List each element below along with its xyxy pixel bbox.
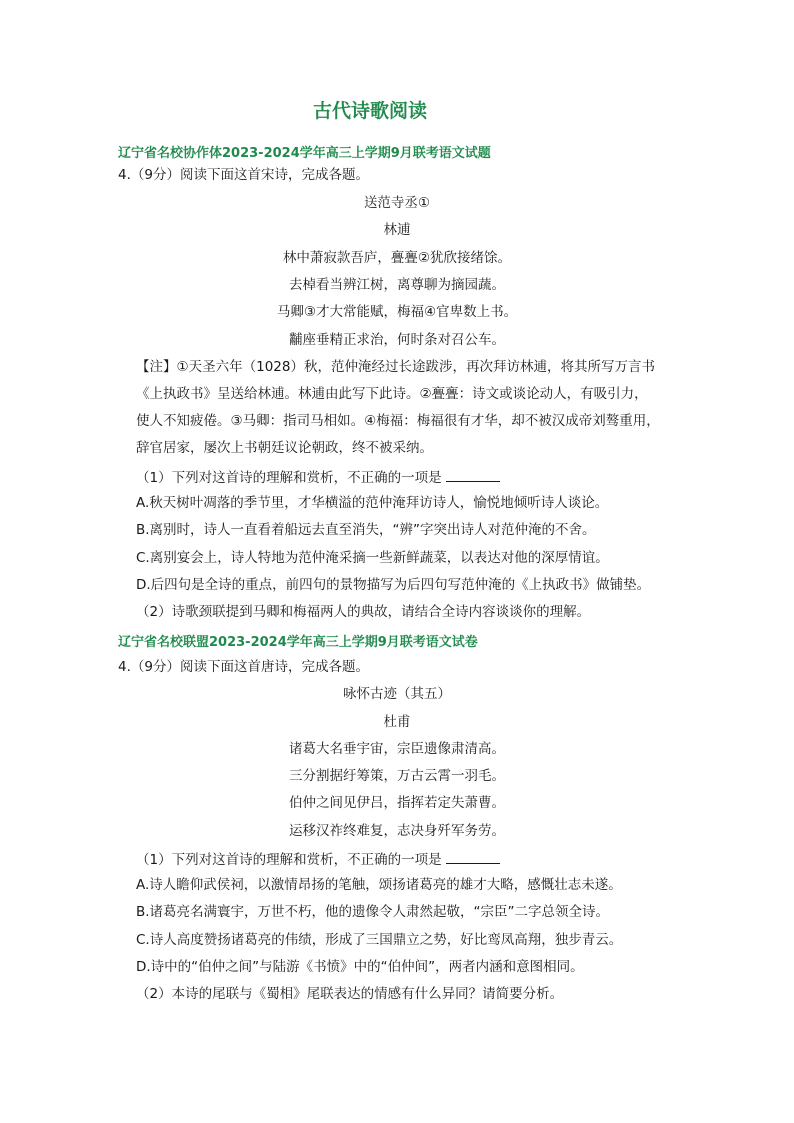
sub-question-2: （2）本诗的尾联与《蜀相》尾联表达的情感有什么异同？请简要分析。 — [136, 986, 564, 1002]
poem-line: 黼座垂精正求治，何时条对召公车。 — [289, 332, 505, 348]
option-b: B.离别时，诗人一直看着船远去直至消失，“辨”字突出诗人对范仲淹的不舍。 — [136, 522, 596, 538]
option-a: A.诗人瞻仰武侯祠，以激情昂扬的笔触，颂扬诸葛亮的雄才大略，感慨壮志未遂。 — [136, 877, 622, 893]
poem-title: 咏怀古迹（其五） — [343, 686, 451, 702]
note-line: 辞官居家，屡次上书朝廷议论朝政，终不被采纳。 — [136, 440, 433, 456]
option-c: C.诗人高度赞扬诸葛亮的伟绩，形成了三国鼎立之势，好比鸾凤高翔，独步青云。 — [136, 932, 623, 948]
source-heading: 辽宁省名校协作体2023-2024学年高三上学期9月联考语文试题 — [118, 146, 491, 161]
sub-question-1 — [136, 467, 500, 487]
sub-question-2: （2）诗歌颈联提到马卿和梅福两人的典故，请结合全诗内容谈谈你的理解。 — [136, 604, 591, 620]
poem-line: 诸葛大名垂宇宙，宗臣遗像肃清高。 — [289, 741, 505, 757]
option-c: C.离别宴会上，诗人特地为范仲淹采摘一些新鲜蔬菜，以表达对他的深厚情谊。 — [136, 550, 609, 566]
note-line: 【注】①天圣六年（1028）秋，范仲淹经过长途跋涉，再次拜访林逋，将其所写万言书 — [136, 359, 655, 375]
poem-author: 杜甫 — [383, 714, 411, 730]
option-d: D.后四句是全诗的重点，前四句的景物描写为后四句写范仲淹的《上执政书》做铺垫。 — [136, 577, 651, 593]
sub-question-text: （1）下列对这首诗的理解和赏析，不正确的一项是 — [136, 852, 442, 868]
question-stem: 4.（9分）阅读下面这首宋诗，完成各题。 — [118, 167, 369, 183]
sub-question-text: （1）下列对这首诗的理解和赏析，不正确的一项是 — [136, 470, 442, 486]
poem-line: 三分割据纡筹策，万古云霄一羽毛。 — [289, 768, 505, 784]
note-line: 使人不知疲倦。③马卿：指司马相如。④梅福：梅福很有才华，却不被汉成帝刘骜重用， — [136, 413, 660, 429]
answer-blank[interactable] — [446, 849, 500, 864]
poem-line: 马卿③才大常能赋，梅福④官卑数上书。 — [276, 304, 518, 320]
page-title: 古代诗歌阅读 — [312, 100, 427, 122]
poem-line: 运移汉祚终难复，志决身歼军务劳。 — [289, 823, 505, 839]
question-stem: 4.（9分）阅读下面这首唐诗，完成各题。 — [118, 659, 369, 675]
poem-line: 林中萧寂款吾庐，亹亹②犹欣接绪馀。 — [282, 250, 512, 266]
poem-line: 伯仲之间见伊吕，指挥若定失萧曹。 — [289, 795, 505, 811]
poem-author: 林逋 — [383, 222, 411, 238]
option-b: B.诸葛亮名满寰宇，万世不朽，他的遗像令人肃然起敬，“宗臣”二字总领全诗。 — [136, 904, 610, 920]
poem-line: 去棹看当辨江树，离尊聊为摘园蔬。 — [289, 277, 505, 293]
poem-title: 送范寺丞① — [363, 195, 431, 211]
note-line: 《上执政书》呈送给林逋。林逋由此写下此诗。②亹亹：诗文或谈论动人，有吸引力， — [136, 386, 648, 402]
option-a: A.秋天树叶凋落的季节里，才华横溢的范仲淹拜访诗人，愉悦地倾听诗人谈论。 — [136, 495, 609, 511]
sub-question-1 — [136, 849, 500, 869]
option-d: D.诗中的“伯仲之间”与陆游《书愤》中的“伯仲间”，两者内涵和意图相同。 — [136, 959, 584, 975]
answer-blank[interactable] — [446, 467, 500, 482]
source-heading: 辽宁省名校联盟2023-2024学年高三上学期9月联考语文试卷 — [118, 635, 478, 650]
